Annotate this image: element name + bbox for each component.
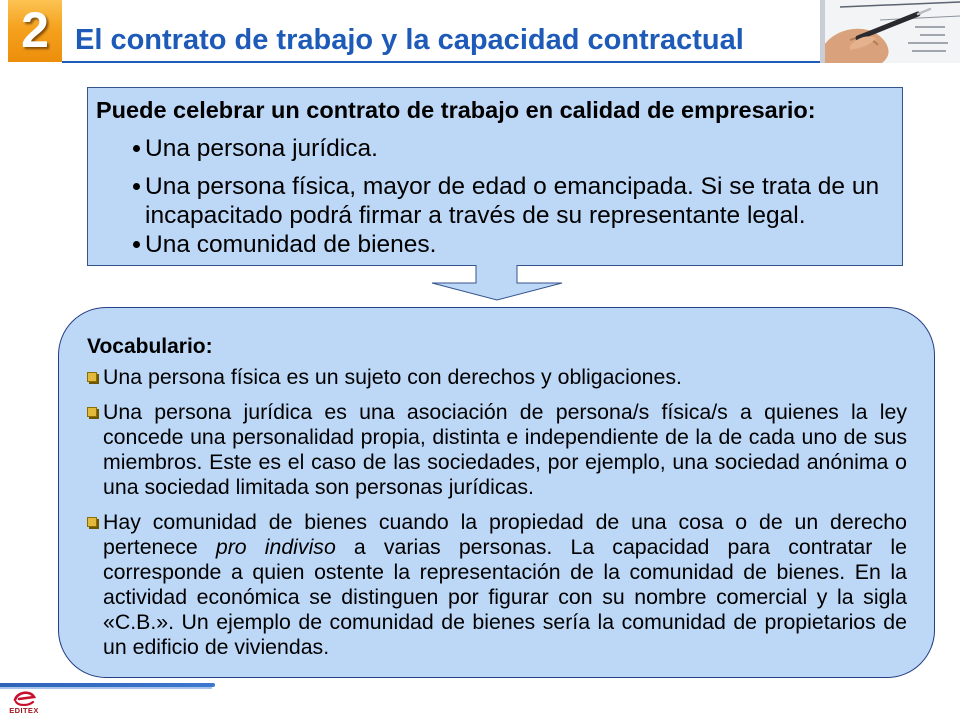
bullet-line: Una persona jurídica. <box>145 135 378 162</box>
vocabulary-content <box>87 334 907 660</box>
vocabulary-item <box>87 510 907 660</box>
slide-title: El contrato de trabajo y la capacidad contractual <box>75 24 744 56</box>
vocabulary-line: actividad económica se distinguen por figurar con su nombre comercial y la sigla <box>103 585 907 609</box>
employer-capacity-box <box>87 87 903 266</box>
vocabulary-heading: Vocabulario: <box>87 335 213 358</box>
logo-wordmark: EDITEX <box>9 706 39 715</box>
editex-swoosh-icon <box>6 689 42 706</box>
vocabulary-line: Hay comunidad de bienes cuando la propiedad de una cosa o de un derecho <box>103 510 907 534</box>
square-bullet-icon <box>87 407 97 417</box>
vocabulary-line: Una persona física es un sujeto con derechos y obligaciones. <box>103 365 682 389</box>
vocabulary-line: una sociedad limitada son personas jurídicas. <box>103 475 534 499</box>
bullet-dot-icon <box>133 241 140 248</box>
chapter-number: 2 <box>21 2 49 58</box>
title-underline <box>62 61 820 63</box>
employer-type-bullet <box>96 230 902 259</box>
employer-type-bullet <box>96 172 902 230</box>
vocabulary-line <box>103 535 907 560</box>
vocabulary-box <box>58 307 935 678</box>
chapter-number-badge <box>8 0 62 62</box>
employer-type-bullet <box>96 134 902 163</box>
line-text: a varias personas. La capacidad para contratar le <box>335 535 908 559</box>
square-bullet-icon <box>87 372 97 382</box>
hand-writing-photo-icon <box>820 0 960 63</box>
editex-logo <box>6 689 42 719</box>
vocabulary-item <box>87 365 907 390</box>
bullet-line: Una persona física, mayor de edad o emancipada. Si se trata de un <box>145 173 880 200</box>
vocabulary-line: concede una personalidad propia, distinta e independiente de la de cada uno de sus <box>103 425 907 449</box>
employer-capacity-heading: Puede celebrar un contrato de trabajo en calidad de empresario: <box>96 97 816 123</box>
square-bullet-icon <box>87 517 97 527</box>
bullet-line: Una comunidad de bienes. <box>145 231 437 258</box>
down-arrow-icon <box>430 265 564 303</box>
vocabulary-line: Una persona jurídica es una asociación de persona/s física/s a quienes la ley <box>103 400 907 424</box>
hand-writing-photo <box>820 0 960 63</box>
vocabulary-line: corresponde a quien ostente la representación de la comunidad de bienes. En la <box>103 560 907 584</box>
italic-term: pro indiviso <box>215 535 336 559</box>
vocabulary-item <box>87 400 907 500</box>
vocabulary-line: miembros. Este es el caso de las sociedades, por ejemplo, una sociedad anónima o <box>103 450 907 474</box>
vocabulary-line: «C.B.». Un ejemplo de comunidad de bienes sería la comunidad de propietarios de <box>103 610 907 634</box>
line-text: pertenece <box>103 535 216 559</box>
vocabulary-line: un edificio de viviendas. <box>103 635 330 659</box>
bullet-line: incapacitado podrá firmar a través de su representante legal. <box>145 202 806 229</box>
bullet-dot-icon <box>133 183 140 190</box>
bullet-dot-icon <box>133 145 140 152</box>
